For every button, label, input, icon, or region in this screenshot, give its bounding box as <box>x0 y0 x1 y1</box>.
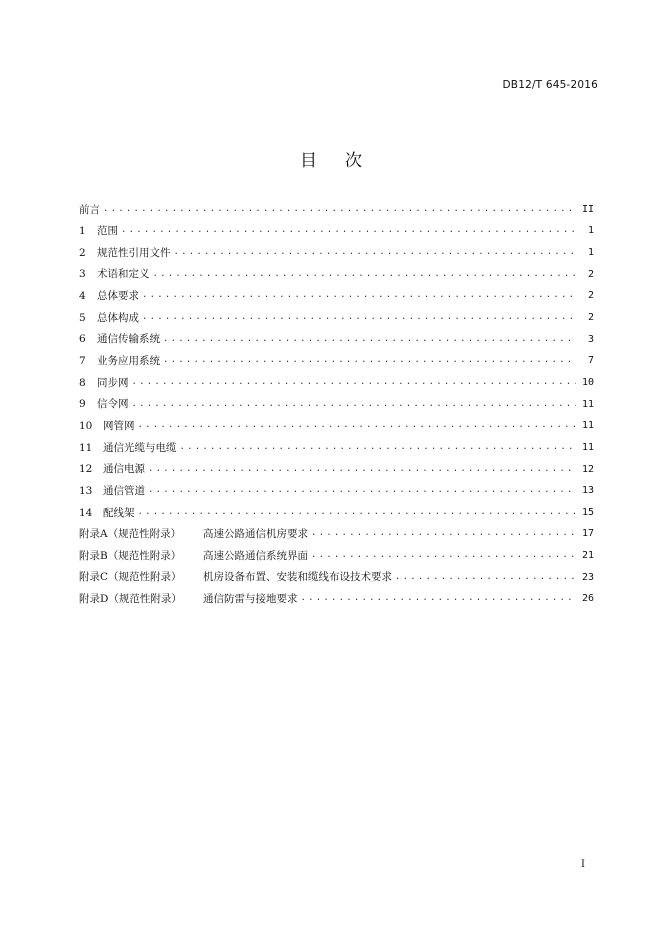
toc-entry-page: 11 <box>581 398 594 410</box>
toc-entry-title: 业务应用系统 <box>97 355 160 368</box>
toc-entry-appendix-b[interactable] <box>79 545 594 567</box>
toc-entry-page: II <box>581 203 594 215</box>
toc-entry-6[interactable] <box>79 329 594 351</box>
toc-entry-12[interactable] <box>79 459 594 481</box>
toc-entry-number: 13 <box>79 484 93 497</box>
toc-entry-page: 15 <box>581 506 594 518</box>
toc-entry-label <box>79 269 150 280</box>
toc-entry-label <box>79 356 160 367</box>
toc-title-char-1: 目 <box>300 151 317 171</box>
toc-entry-page: 1 <box>587 225 594 237</box>
toc-entry-page: 2 <box>587 290 594 302</box>
toc-leader-dots <box>148 486 576 496</box>
toc-entry-title: 规范性引用文件 <box>97 246 171 259</box>
toc-entry-label <box>79 226 118 237</box>
toc-entry-title: 通信光缆与电缆 <box>103 441 177 454</box>
toc-entry-label <box>79 248 171 259</box>
toc-entry-page: 1 <box>587 247 594 259</box>
toc-entry-5[interactable] <box>79 307 594 329</box>
toc-entry-label <box>79 291 139 302</box>
toc-entry-title: 前言 <box>79 203 100 216</box>
toc-entry-title: 配线架 <box>103 506 135 519</box>
toc-entry-number: 3 <box>79 268 86 281</box>
toc-entry-label <box>79 594 298 605</box>
toc-entry-appendix-d[interactable] <box>79 589 594 611</box>
toc-entry-11[interactable] <box>79 437 594 459</box>
toc-leader-dots <box>121 226 576 236</box>
toc-entry-title: 通信防雷与接地要求 <box>203 593 298 606</box>
toc-entry-label <box>79 486 145 497</box>
toc-entry-title: 总体要求 <box>97 290 139 303</box>
toc-leader-dots <box>180 443 577 453</box>
toc-entry-title: 同步网 <box>97 376 129 389</box>
toc-entry-13[interactable] <box>79 480 594 502</box>
toc-entry-page: 17 <box>581 528 594 540</box>
toc-entry-label <box>79 399 129 410</box>
toc-entry-number: 6 <box>79 333 86 346</box>
toc-entry-number: 8 <box>79 376 86 389</box>
toc-entry-title: 术语和定义 <box>97 268 150 281</box>
toc-entry-3[interactable] <box>79 264 594 286</box>
toc-leader-dots <box>395 573 576 583</box>
toc-entry-page: 11 <box>581 420 594 432</box>
toc-entry-title: 通信传输系统 <box>97 333 160 346</box>
toc-entry-title: 通信管道 <box>103 484 145 497</box>
toc-entry-4[interactable] <box>79 286 594 308</box>
toc-leader-dots <box>138 421 577 431</box>
toc-leader-dots <box>311 551 576 561</box>
toc-entry-number: 9 <box>79 398 86 411</box>
toc-entry-page: 12 <box>581 463 594 475</box>
toc-entry-title: 网管网 <box>103 419 135 432</box>
document-code: DB12/T 645-2016 <box>502 79 598 91</box>
toc-leader-dots <box>163 335 576 345</box>
toc-entry-foreword[interactable] <box>79 199 594 221</box>
toc-entry-number: 14 <box>79 506 93 519</box>
toc-entry-page: 2 <box>587 312 594 324</box>
toc-entry-page: 2 <box>587 268 594 280</box>
toc-leader-dots <box>138 508 577 518</box>
toc-entry-label <box>79 378 129 389</box>
toc-entry-label <box>79 572 392 583</box>
toc-entry-title: 范围 <box>97 225 118 238</box>
toc-entry-label <box>79 551 308 562</box>
toc-entry-page: 3 <box>587 333 594 345</box>
toc-entry-page: 21 <box>581 550 594 562</box>
page-number: I <box>581 859 585 870</box>
toc-entry-title: 高速公路通信系统界面 <box>203 549 308 562</box>
toc-entry-label <box>79 421 135 432</box>
toc-title <box>0 146 662 171</box>
toc-entry-number: 附录C（规范性附录） <box>79 571 182 584</box>
toc-entry-8[interactable] <box>79 372 594 394</box>
toc-entry-appendix-a[interactable] <box>79 524 594 546</box>
toc-entry-number: 2 <box>79 246 86 259</box>
toc-entry-appendix-c[interactable] <box>79 567 594 589</box>
toc-entry-number: 10 <box>79 419 93 432</box>
toc-leader-dots <box>153 270 577 280</box>
toc-entry-number: 附录B（规范性附录） <box>79 549 182 562</box>
toc-entry-number: 7 <box>79 355 86 368</box>
toc-entry-title: 信令网 <box>97 398 129 411</box>
toc-entry-page: 13 <box>581 485 594 497</box>
toc-leader-dots <box>142 313 576 323</box>
toc-leader-dots <box>174 248 577 258</box>
toc-entry-2[interactable] <box>79 242 594 264</box>
toc-entry-number: 12 <box>79 463 93 476</box>
toc-entry-10[interactable] <box>79 415 594 437</box>
toc-entry-label <box>79 313 139 324</box>
toc-entry-9[interactable] <box>79 394 594 416</box>
toc-entry-7[interactable] <box>79 350 594 372</box>
toc-title-char-2: 次 <box>345 151 362 171</box>
toc-entry-page: 11 <box>581 441 594 453</box>
toc-leader-dots <box>132 400 577 410</box>
toc-entry-label <box>79 508 135 519</box>
toc-entry-number: 5 <box>79 311 86 324</box>
toc-leader-dots <box>103 205 576 215</box>
toc-entry-page: 26 <box>581 593 594 605</box>
toc-entry-label <box>79 205 100 216</box>
toc-entry-label <box>79 464 145 475</box>
toc-leader-dots <box>301 594 577 604</box>
toc-leader-dots <box>132 378 577 388</box>
toc-entry-14[interactable] <box>79 502 594 524</box>
toc-leader-dots <box>142 291 576 301</box>
toc-leader-dots <box>163 356 576 366</box>
toc-entry-page: 23 <box>581 571 594 583</box>
toc-entry-page: 10 <box>581 376 594 388</box>
toc-entry-label <box>79 334 160 345</box>
toc-leader-dots <box>311 529 576 539</box>
toc-leader-dots <box>148 465 576 475</box>
toc-entry-number: 附录A（规范性附录） <box>79 528 182 541</box>
toc-entry-number: 附录D（规范性附录） <box>79 593 182 606</box>
table-of-contents <box>79 199 594 610</box>
toc-entry-page: 7 <box>587 355 594 367</box>
toc-entry-1[interactable] <box>79 221 594 243</box>
toc-entry-number: 11 <box>79 441 93 454</box>
toc-entry-number: 4 <box>79 290 86 303</box>
toc-entry-title: 通信电源 <box>103 463 145 476</box>
toc-entry-title: 高速公路通信机房要求 <box>203 528 308 541</box>
toc-entry-title: 机房设备布置、安装和缆线布设技术要求 <box>203 571 392 584</box>
toc-entry-label <box>79 443 177 454</box>
toc-entry-label <box>79 529 308 540</box>
toc-entry-title: 总体构成 <box>97 311 139 324</box>
toc-entry-number: 1 <box>79 225 86 238</box>
